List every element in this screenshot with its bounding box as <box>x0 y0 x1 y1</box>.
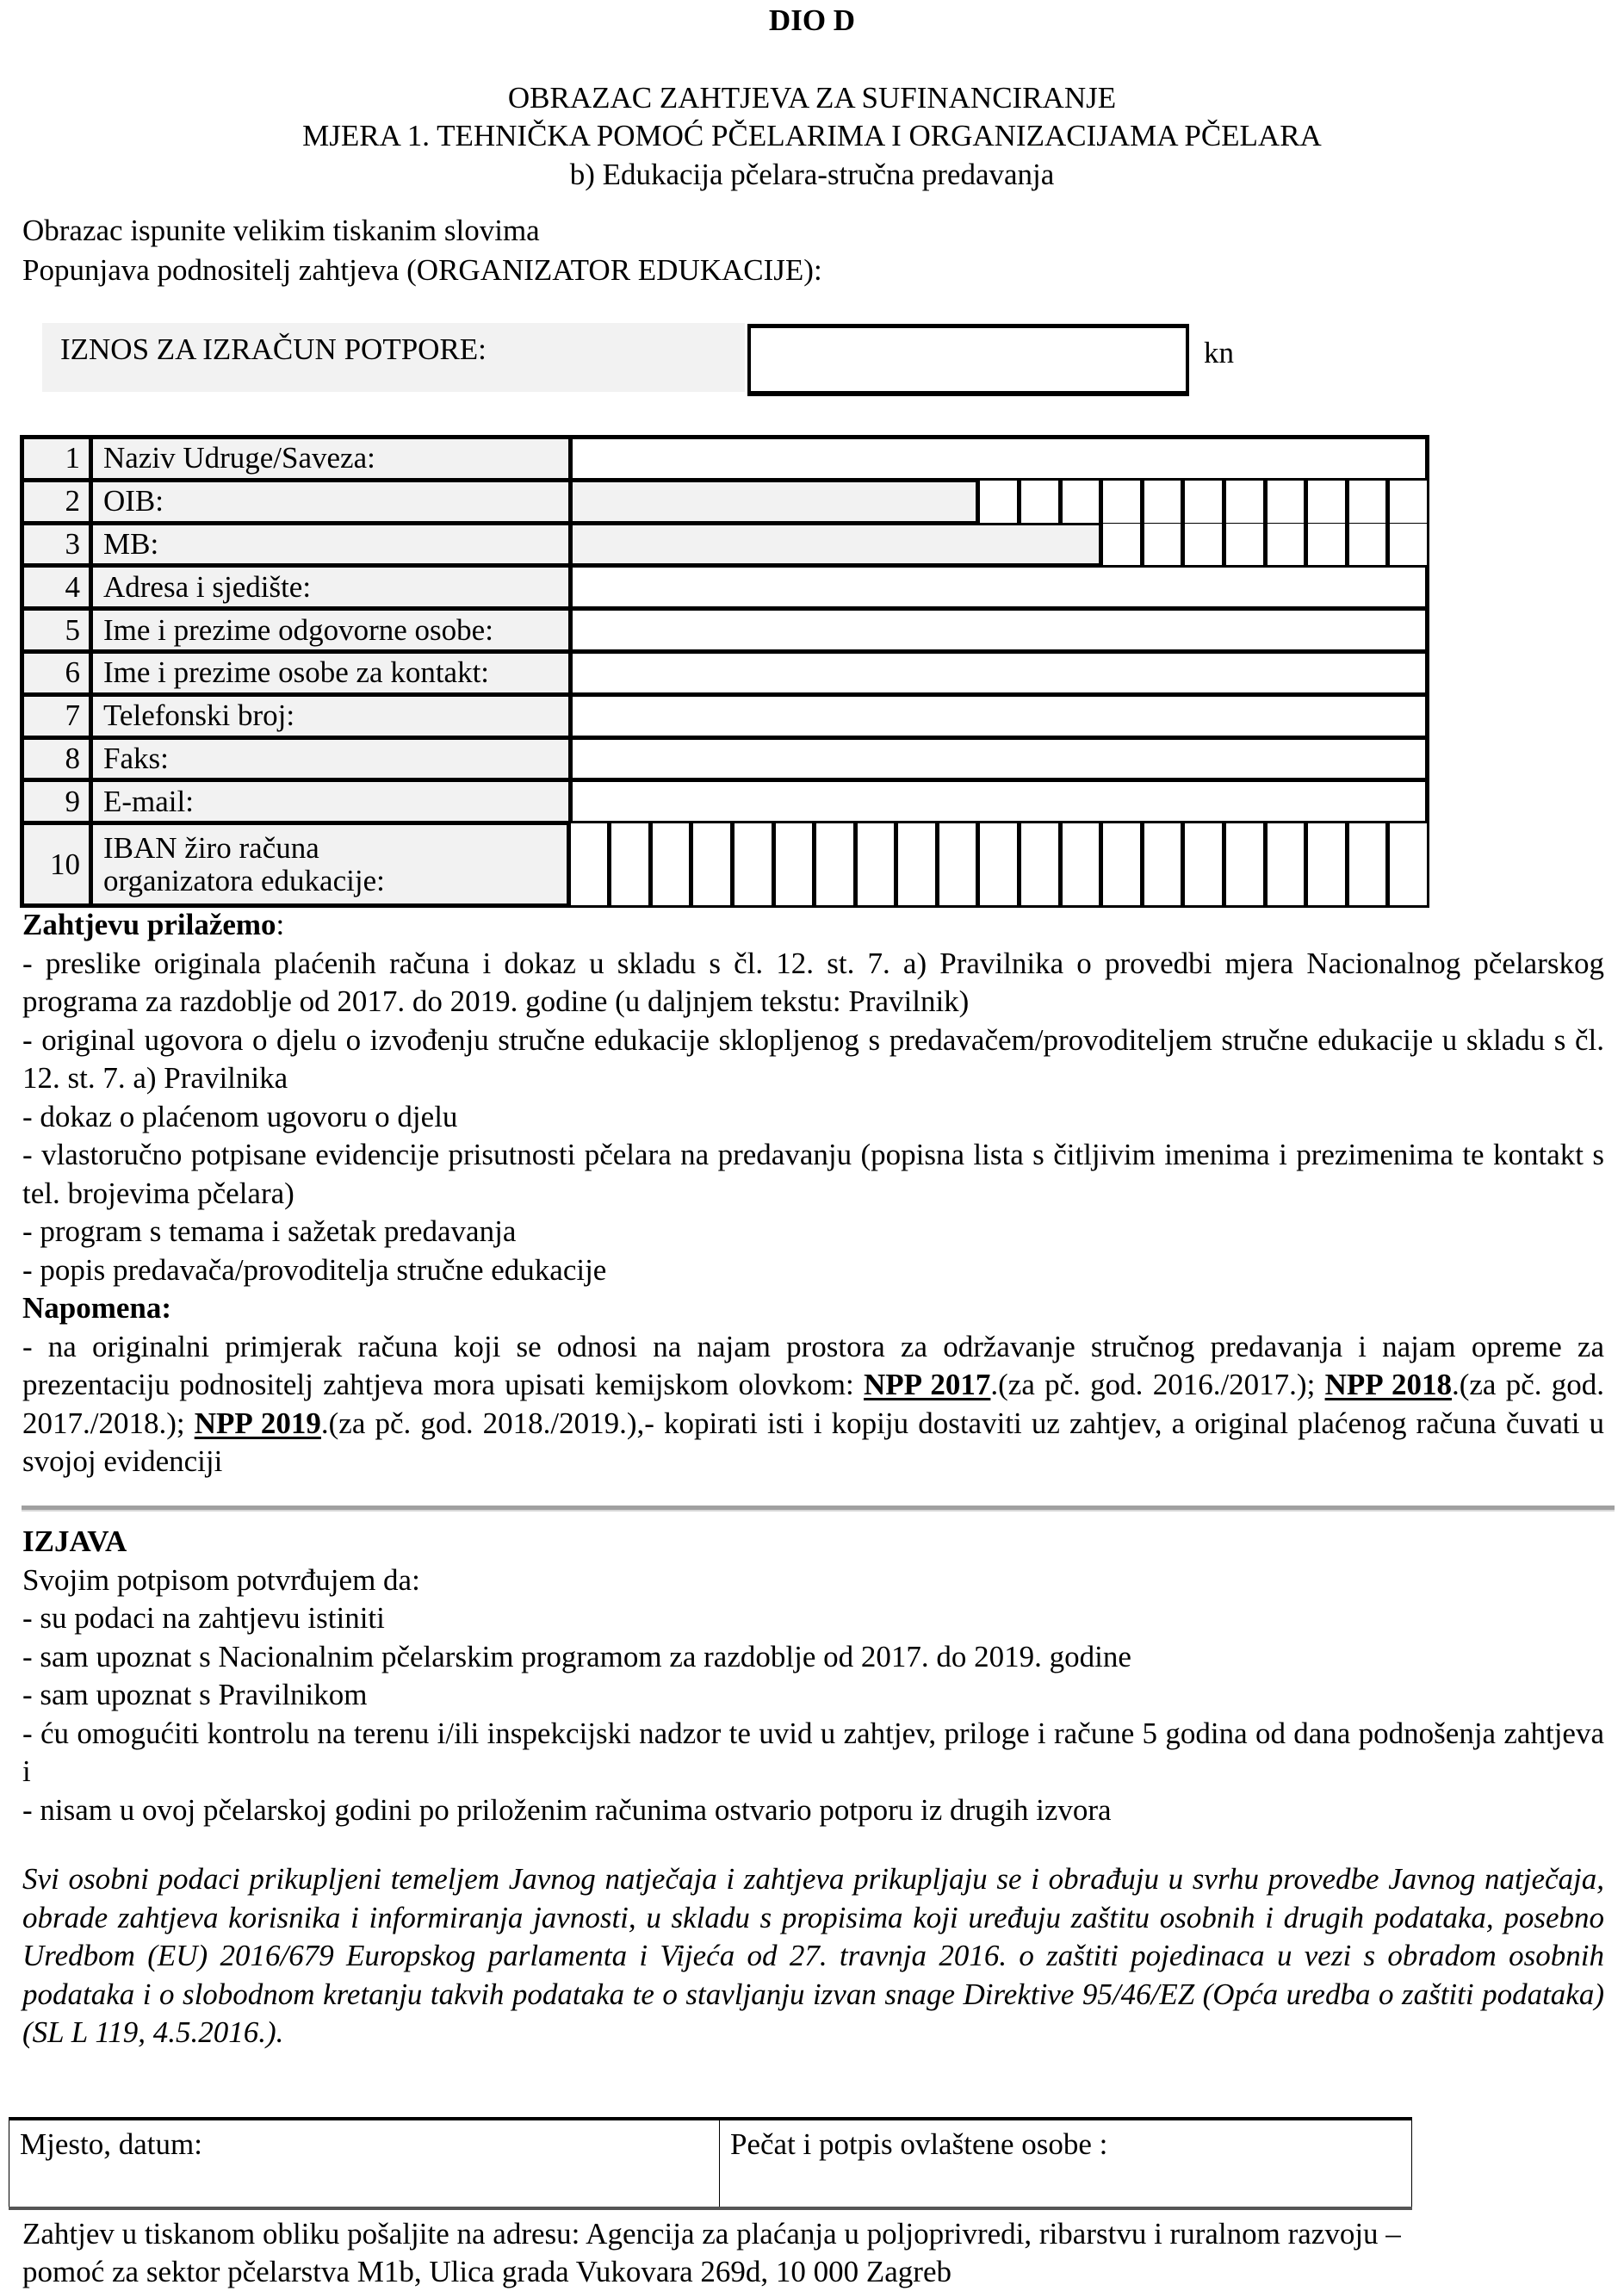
statement-item: - nisam u ovoj pčelarskoj godini po priloženim računima ostvario potporu iz drugih izvora <box>22 1792 1112 1827</box>
char-box[interactable] <box>772 823 813 905</box>
row-label: MB: <box>91 523 571 566</box>
measure-title: MJERA 1. TEHNIČKA POMOĆ PČELARIMA I ORGANIZACIJAMA PČELARA <box>302 119 1322 152</box>
row-label: Ime i prezime osobe za kontakt: <box>91 651 571 694</box>
attachment-item: - vlastoručno potpisane evidencije prisutnosti pčelara na predavanju (popisna lista s čitljivim imenima i prezimenima te kontakt s tel. brojevima pčelara) <box>22 1138 1604 1210</box>
form-title: OBRAZAC ZAHTJEVA ZA SUFINANCIRANJE <box>507 81 1117 115</box>
char-box[interactable] <box>976 823 1017 905</box>
attachments-heading-colon: : <box>276 908 285 941</box>
section-divider <box>22 1506 1615 1512</box>
char-box[interactable] <box>1140 823 1181 905</box>
stamp-signature-field[interactable] <box>720 2119 1412 2208</box>
attachments-heading: Zahtjevu prilažemo <box>22 908 276 941</box>
statement-item: - sam upoznat s Nacionalnim pčelarskim programom za razdoblje od 2017. do 2019. godine <box>22 1639 1131 1673</box>
char-box[interactable] <box>1058 823 1100 905</box>
char-box[interactable] <box>1181 823 1222 905</box>
mb-digit-boxes[interactable] <box>1099 524 1427 566</box>
statement-item: - su podaci na zahtjevu istiniti <box>22 1601 385 1635</box>
row-label: Telefonski broj: <box>91 694 571 737</box>
digit-box[interactable] <box>1263 524 1305 566</box>
digit-box[interactable] <box>1345 524 1386 566</box>
digit-box[interactable] <box>1140 524 1181 566</box>
oib-digit-boxes[interactable] <box>976 481 1427 523</box>
row-label: Adresa i sjedište: <box>91 566 571 609</box>
association-name-field[interactable] <box>571 438 1428 481</box>
table-row <box>22 694 1428 737</box>
statement-heading: IZJAVA <box>22 1524 127 1558</box>
row-label-line-2: organizatora edukacije: <box>103 863 385 897</box>
footer-address-line-1: Zahtjev u tiskanom obliku pošaljite na adresu: Agencija za plaćanja u poljoprivredi, ribarstvu i ruralnom razvoju – <box>22 2217 1401 2251</box>
row-label: Ime i prezime odgovorne osobe: <box>91 609 571 652</box>
row-label: E-mail: <box>91 780 571 823</box>
note-heading: Napomena: <box>22 1291 172 1325</box>
place-date-field[interactable] <box>9 2119 720 2208</box>
amount-label: IZNOS ZA IZRAČUN POTPORE: <box>60 332 487 366</box>
instruction-line-1: Obrazac ispunite velikim tiskanim slovima <box>22 214 540 247</box>
char-box[interactable] <box>1263 823 1305 905</box>
attachment-item: - dokaz o plaćenom ugovoru o djelu <box>22 1099 458 1133</box>
row-label: Faks: <box>91 737 571 780</box>
attachment-item: - program s temama i sažetak predavanja <box>22 1214 517 1248</box>
fax-field[interactable] <box>571 737 1428 780</box>
digit-box[interactable] <box>1304 524 1345 566</box>
attachment-item: - popis predavača/provoditelja stručne edukacije <box>22 1252 607 1287</box>
place-date-label: Mjesto, datum: <box>20 2127 202 2161</box>
char-box[interactable] <box>567 823 608 905</box>
instruction-line-2: Popunjava podnositelj zahtjeva (ORGANIZATOR EDUKACIJE): <box>22 253 822 287</box>
digit-box[interactable] <box>1385 481 1427 523</box>
digit-box[interactable] <box>1058 481 1100 523</box>
digit-box[interactable] <box>1099 524 1140 566</box>
char-box[interactable] <box>1304 823 1345 905</box>
note-text-part: .(za pč. god. 2017./2018.); <box>22 1368 1605 1440</box>
note-text-part: .(za pč. god. 2018./2019.),- kopirati isti i kopiju dostaviti uz zahtjev, a original plaćenog računa čuvati u svojoj evidenciji <box>22 1406 1605 1478</box>
note-text-part: - na originalni primjerak računa koji se odnosi na najam prostora za održavanje stručnog predavanja i najam opreme za prezentaciju podnositelj zahtjeva mora upisati kemijskom olovkom: <box>22 1329 1604 1401</box>
mb-field-padding <box>573 525 1104 564</box>
privacy-notice <box>22 1860 1604 2052</box>
char-box[interactable] <box>853 823 895 905</box>
table-row <box>22 523 1428 566</box>
row-label: OIB: <box>91 480 571 523</box>
row-number: 9 <box>22 780 91 823</box>
row-number: 5 <box>22 609 91 652</box>
row-number: 3 <box>22 523 91 566</box>
oib-field-padding <box>573 482 980 521</box>
table-row <box>22 737 1428 780</box>
digit-box[interactable] <box>1140 481 1181 523</box>
npp-2017-label: NPP 2017 <box>864 1368 991 1401</box>
char-box[interactable] <box>935 823 976 905</box>
row-number: 10 <box>22 823 91 906</box>
digit-box[interactable] <box>1345 481 1386 523</box>
digit-box[interactable] <box>1263 481 1305 523</box>
stamp-signature-label: Pečat i potpis ovlaštene osobe : <box>730 2127 1108 2161</box>
char-box[interactable] <box>894 823 935 905</box>
email-field[interactable] <box>571 780 1428 823</box>
amount-input[interactable] <box>747 324 1189 396</box>
phone-field[interactable] <box>571 694 1428 737</box>
row-label: Naziv Udruge/Saveza: <box>91 438 571 481</box>
table-row <box>22 480 1428 523</box>
table-row <box>22 609 1428 652</box>
char-box[interactable] <box>689 823 730 905</box>
row-number: 2 <box>22 480 91 523</box>
row-label <box>91 823 571 906</box>
digit-box[interactable] <box>1181 524 1222 566</box>
char-box[interactable] <box>1099 823 1140 905</box>
char-box[interactable] <box>648 823 690 905</box>
char-box[interactable] <box>607 823 648 905</box>
char-box[interactable] <box>1017 823 1058 905</box>
attachment-item: - original ugovora o djelu o izvođenju stručne edukacije sklopljenog s predavačem/provoditeljem stručne edukacije u skladu s čl. 12. st. 7. a) Pravilnika <box>22 1022 1604 1095</box>
iban-field[interactable] <box>571 823 1428 906</box>
char-box[interactable] <box>812 823 853 905</box>
responsible-person-field[interactable] <box>571 609 1428 652</box>
char-box[interactable] <box>1345 823 1386 905</box>
attachment-item: - preslike originala plaćenih računa i dokaz u skladu s čl. 12. st. 7. a) Pravilnika o provedbi mjera Nacionalnog pčelarskog programa za razdoblje od 2017. do 2019. godine (u daljnjem tekstu: Pravilnik) <box>22 946 1604 1018</box>
note-text-part: .(za pč. god. 2016./2017.); <box>990 1368 1325 1401</box>
char-box[interactable] <box>1385 823 1427 905</box>
address-field[interactable] <box>571 566 1428 609</box>
row-number: 8 <box>22 737 91 780</box>
table-row <box>22 823 1428 906</box>
npp-2019-label: NPP 2019 <box>194 1406 321 1440</box>
statement-item: - sam upoznat s Pravilnikom <box>22 1678 368 1711</box>
iban-character-boxes[interactable] <box>567 823 1427 905</box>
char-box[interactable] <box>1222 823 1263 905</box>
row-number: 6 <box>22 651 91 694</box>
amount-unit: kn <box>1204 336 1234 369</box>
statement-item: - ću omogućiti kontrolu na terenu i/ili inspekcijski nadzor te uvid u zahtjev, priloge i račune 5 godina od dana podnošenja zahtjeva i <box>22 1716 1604 1788</box>
applicant-table <box>20 435 1429 908</box>
signature-table <box>9 2117 1412 2210</box>
digit-box[interactable] <box>976 481 1017 523</box>
digit-box[interactable] <box>1385 524 1427 566</box>
footer-address-line-2: pomoć za sektor pčelarstva M1b, Ulica grada Vukovara 269d, 10 000 Zagreb <box>22 2255 951 2288</box>
digit-box[interactable] <box>1017 481 1058 523</box>
privacy-text: Svi osobni podaci prikupljeni temeljem Javnog natječaja i zahtjeva prikupljaju se i obrađuju u svrhu provedbe Javnog natječaja, obrade zahtjeva korisnika i informiranja javnosti, u skladu s propisima koji uređuju zaštitu osobnih i drugih podataka, posebno Uredbom (EU) 2016/679 Europskog parlamenta i Vijeća od 27. travnja 2016. o zaštiti pojedinaca u vezi s obradom osobnih podataka i o slobodnom kretanju takvih podataka te o stavljanju izvan snage Direktive 95/46/EZ (Opća uredba o zaštiti podataka) (SL L 119, 4.5.2016.). <box>22 1862 1604 2049</box>
contact-person-field[interactable] <box>571 651 1428 694</box>
table-row <box>22 566 1428 609</box>
attachments-section <box>22 906 1604 1481</box>
oib-field[interactable] <box>571 480 1428 523</box>
digit-box[interactable] <box>1181 481 1222 523</box>
digit-box[interactable] <box>1099 481 1140 523</box>
digit-box[interactable] <box>1222 524 1263 566</box>
npp-2018-label: NPP 2018 <box>1324 1368 1452 1401</box>
form-subtitle: b) Edukacija pčelara-stručna predavanja <box>569 158 1055 191</box>
part-label: DIO D <box>768 3 856 37</box>
row-number: 4 <box>22 566 91 609</box>
statement-section <box>22 1523 1604 1829</box>
char-box[interactable] <box>730 823 772 905</box>
table-row <box>22 438 1428 481</box>
row-label-line-1: IBAN žiro računa <box>103 830 319 865</box>
table-row <box>22 651 1428 694</box>
digit-box[interactable] <box>1222 481 1263 523</box>
table-row <box>22 780 1428 823</box>
note-text <box>22 1328 1604 1481</box>
digit-box[interactable] <box>1304 481 1345 523</box>
row-number: 7 <box>22 694 91 737</box>
mb-field[interactable] <box>571 523 1428 566</box>
statement-intro: Svojim potpisom potvrđujem da: <box>22 1562 420 1597</box>
row-number: 1 <box>22 438 91 481</box>
